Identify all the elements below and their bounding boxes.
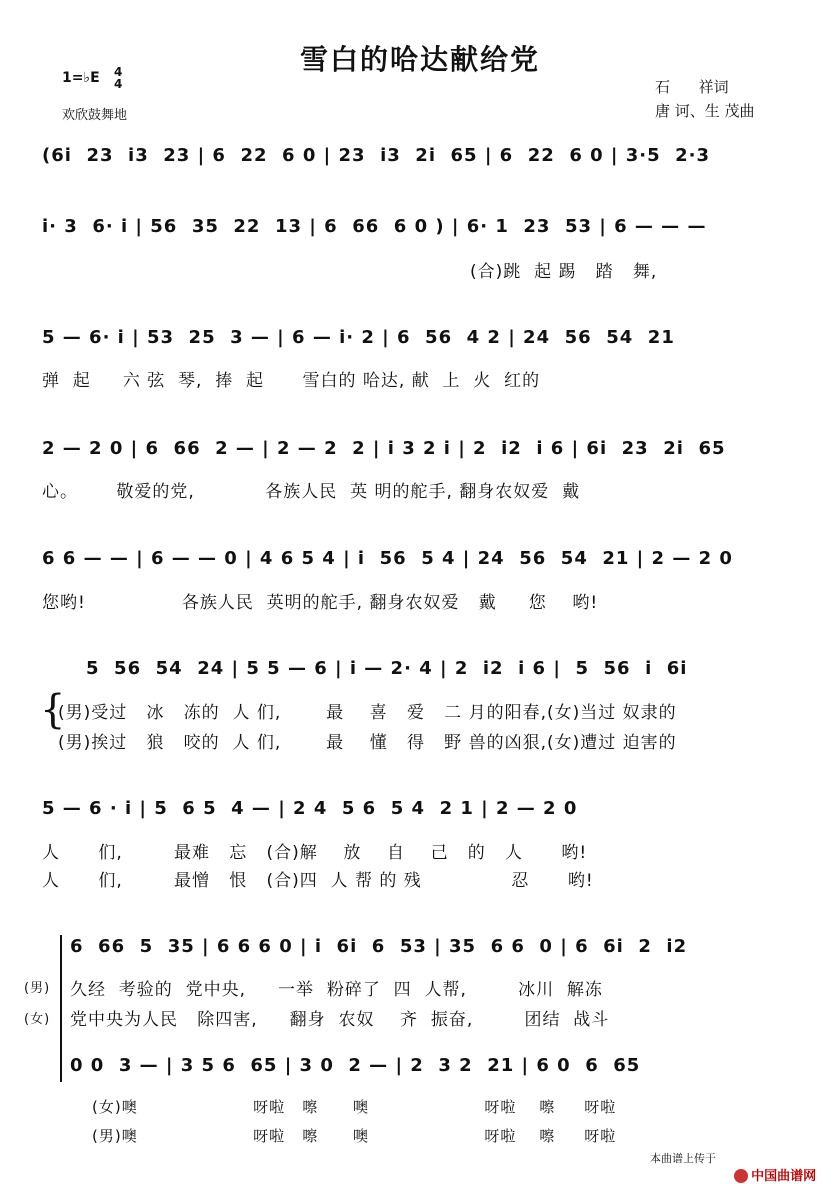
footer-uploaded: 本曲谱上传于 bbox=[650, 1152, 716, 1165]
site-logo-text: 中国曲谱网 bbox=[751, 1169, 817, 1184]
lyric-row-8: 人 们, 最憎 恨 (合)四 人 帮 的 残 忍 哟! bbox=[42, 871, 594, 891]
verse-brace: { bbox=[40, 687, 66, 733]
notation-row-6: 5 56 54 24 | 5 5 — 6 | i — 2· 4 | 2 i2 i 6 | 5 56 i 6i bbox=[86, 658, 688, 679]
notation-row-7: 5 — 6 · i | 5 6 5 4 — | 2 4 5 6 5 4 2 1 | 2 — 2 0 bbox=[42, 798, 578, 819]
key-signature: 1=♭E bbox=[62, 70, 100, 86]
song-title: 雪白的哈达献给党 bbox=[299, 43, 540, 76]
part-label-female: (女) bbox=[24, 1012, 51, 1027]
lyricist-credit: 石 祥词 bbox=[655, 78, 729, 96]
notation-row-2: i· 3 6· i | 56 35 22 13 | 6 66 6 0 ) | 6· 1 23 53 | 6 — — — bbox=[42, 216, 707, 237]
part-label-male: (男) bbox=[24, 981, 51, 996]
composer-credit: 唐 诃、生 茂曲 bbox=[655, 102, 755, 120]
notation-row-4: 2 — 2 0 | 6 66 2 — | 2 — 2 2 | i 3 2 i | 2 i2 i 6 | 6i 23 2i 65 bbox=[42, 438, 726, 459]
site-logo-icon bbox=[734, 1169, 748, 1183]
lyric-row-1: (合)跳 起 踢 踏 舞, bbox=[470, 262, 658, 282]
lyric-row-11: (女)噢 呀啦 嚓 噢 呀啦 嚓 呀啦 bbox=[92, 1098, 617, 1116]
lyric-row-12: (男)噢 呀啦 嚓 噢 呀啦 嚓 呀啦 bbox=[92, 1127, 617, 1145]
lyric-row-4: 您哟! 各族人民 英明的舵手, 翻身农奴爱 戴 您 哟! bbox=[42, 593, 599, 613]
time-signature: 4 4 bbox=[114, 65, 123, 91]
lyric-row-3: 心。 敬爱的党, 各族人民 英 明的舵手, 翻身农奴爱 戴 bbox=[42, 482, 581, 502]
lyric-row-6: (男)挨过 狼 咬的 人 们, 最 懂 得 野 兽的凶狠,(女)遭过 迫害的 bbox=[58, 733, 677, 753]
notation-row-3: 5 — 6· i | 53 25 3 — | 6 — i· 2 | 6 56 4 2 | 24 56 54 21 bbox=[42, 327, 675, 348]
notation-row-1: (6i 23 i3 23 | 6 22 6 0 | 23 i3 2i 65 | 6 22 6 0 | 3·5 2·3 bbox=[42, 145, 711, 166]
lyric-row-9: 久经 考验的 党中央, 一举 粉碎了 四 人帮, 冰川 解冻 bbox=[70, 980, 603, 1000]
system-bracket bbox=[60, 935, 62, 1082]
notation-row-8: 6 66 5 35 | 6 6 6 0 | i 6i 6 53 | 35 6 6 0 | 6 6i 2 i2 bbox=[70, 936, 688, 957]
tempo-marking: 欢欣鼓舞地 bbox=[62, 108, 128, 123]
lyric-row-5: (男)受过 冰 冻的 人 们, 最 喜 爱 二 月的阳春,(女)当过 奴隶的 bbox=[58, 703, 677, 723]
lyric-row-2: 弹 起 六 弦 琴, 捧 起 雪白的 哈达, 献 上 火 红的 bbox=[42, 371, 541, 391]
site-logo[interactable] bbox=[724, 1146, 816, 1184]
lyric-row-10: 党中央为人民 除四害, 翻身 农奴 齐 振奋, 团结 战斗 bbox=[70, 1010, 610, 1030]
lyric-row-7: 人 们, 最难 忘 (合)解 放 自 己 的 人 哟! bbox=[42, 843, 588, 863]
notation-row-5: 6 6 — — | 6 — — 0 | 4 6 5 4 | i 56 5 4 | 24 56 54 21 | 2 — 2 0 bbox=[42, 548, 733, 569]
notation-row-9: 0 0 3 — | 3 5 6 65 | 3 0 2 — | 2 3 2 21 | 6 0 6 65 bbox=[70, 1055, 641, 1076]
